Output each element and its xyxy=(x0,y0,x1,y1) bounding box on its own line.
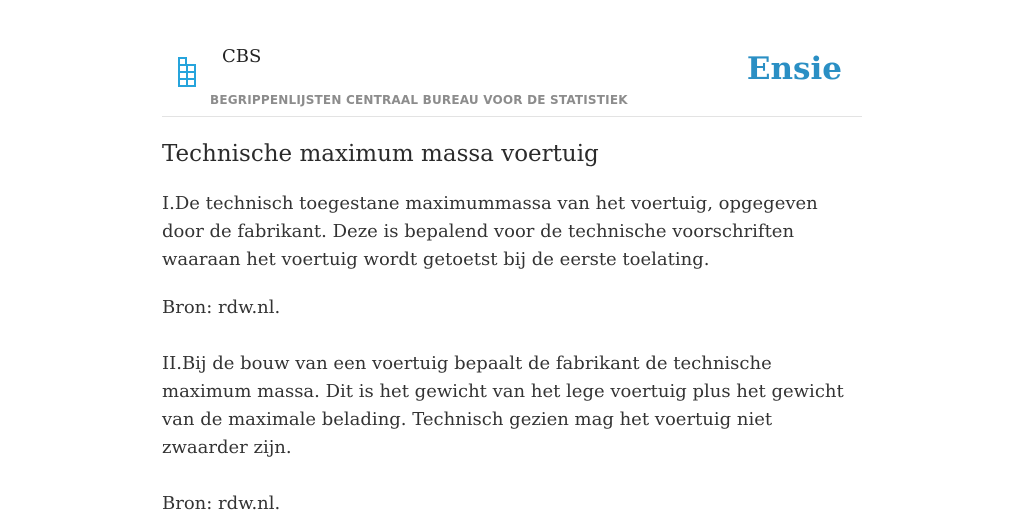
definition-text: I.De technisch toegestane maximummassa van het voertuig, opgegeven door de fabrikant. Deze is bepalend voor de technische voorschriften waaraan het voertuig wordt getoetst bij de eerste toelating. xyxy=(162,193,818,270)
definition-source: Bron: rdw.nl. xyxy=(162,297,281,318)
site-subtitle[interactable]: BEGRIPPENLIJSTEN CENTRAAL BUREAU VOOR DE STATISTIEK xyxy=(210,93,628,107)
definition-text: II.Bij de bouw van een voertuig bepaalt de fabrikant de technische maximum massa. Dit is het gewicht van het lege voertuig plus het gewicht van de maximale belading. Technisch gezien mag het voertuig niet zwaarder zijn. xyxy=(162,353,844,458)
ensie-logo[interactable]: Ensie xyxy=(746,51,842,87)
article-content xyxy=(162,138,862,512)
page-title: Technische maximum massa voertuig xyxy=(162,141,599,167)
site-header xyxy=(162,0,862,117)
definition-source: Bron: rdw.nl. xyxy=(162,493,281,512)
org-name[interactable]: CBS xyxy=(222,46,262,67)
cbs-logo-icon[interactable] xyxy=(176,57,198,87)
